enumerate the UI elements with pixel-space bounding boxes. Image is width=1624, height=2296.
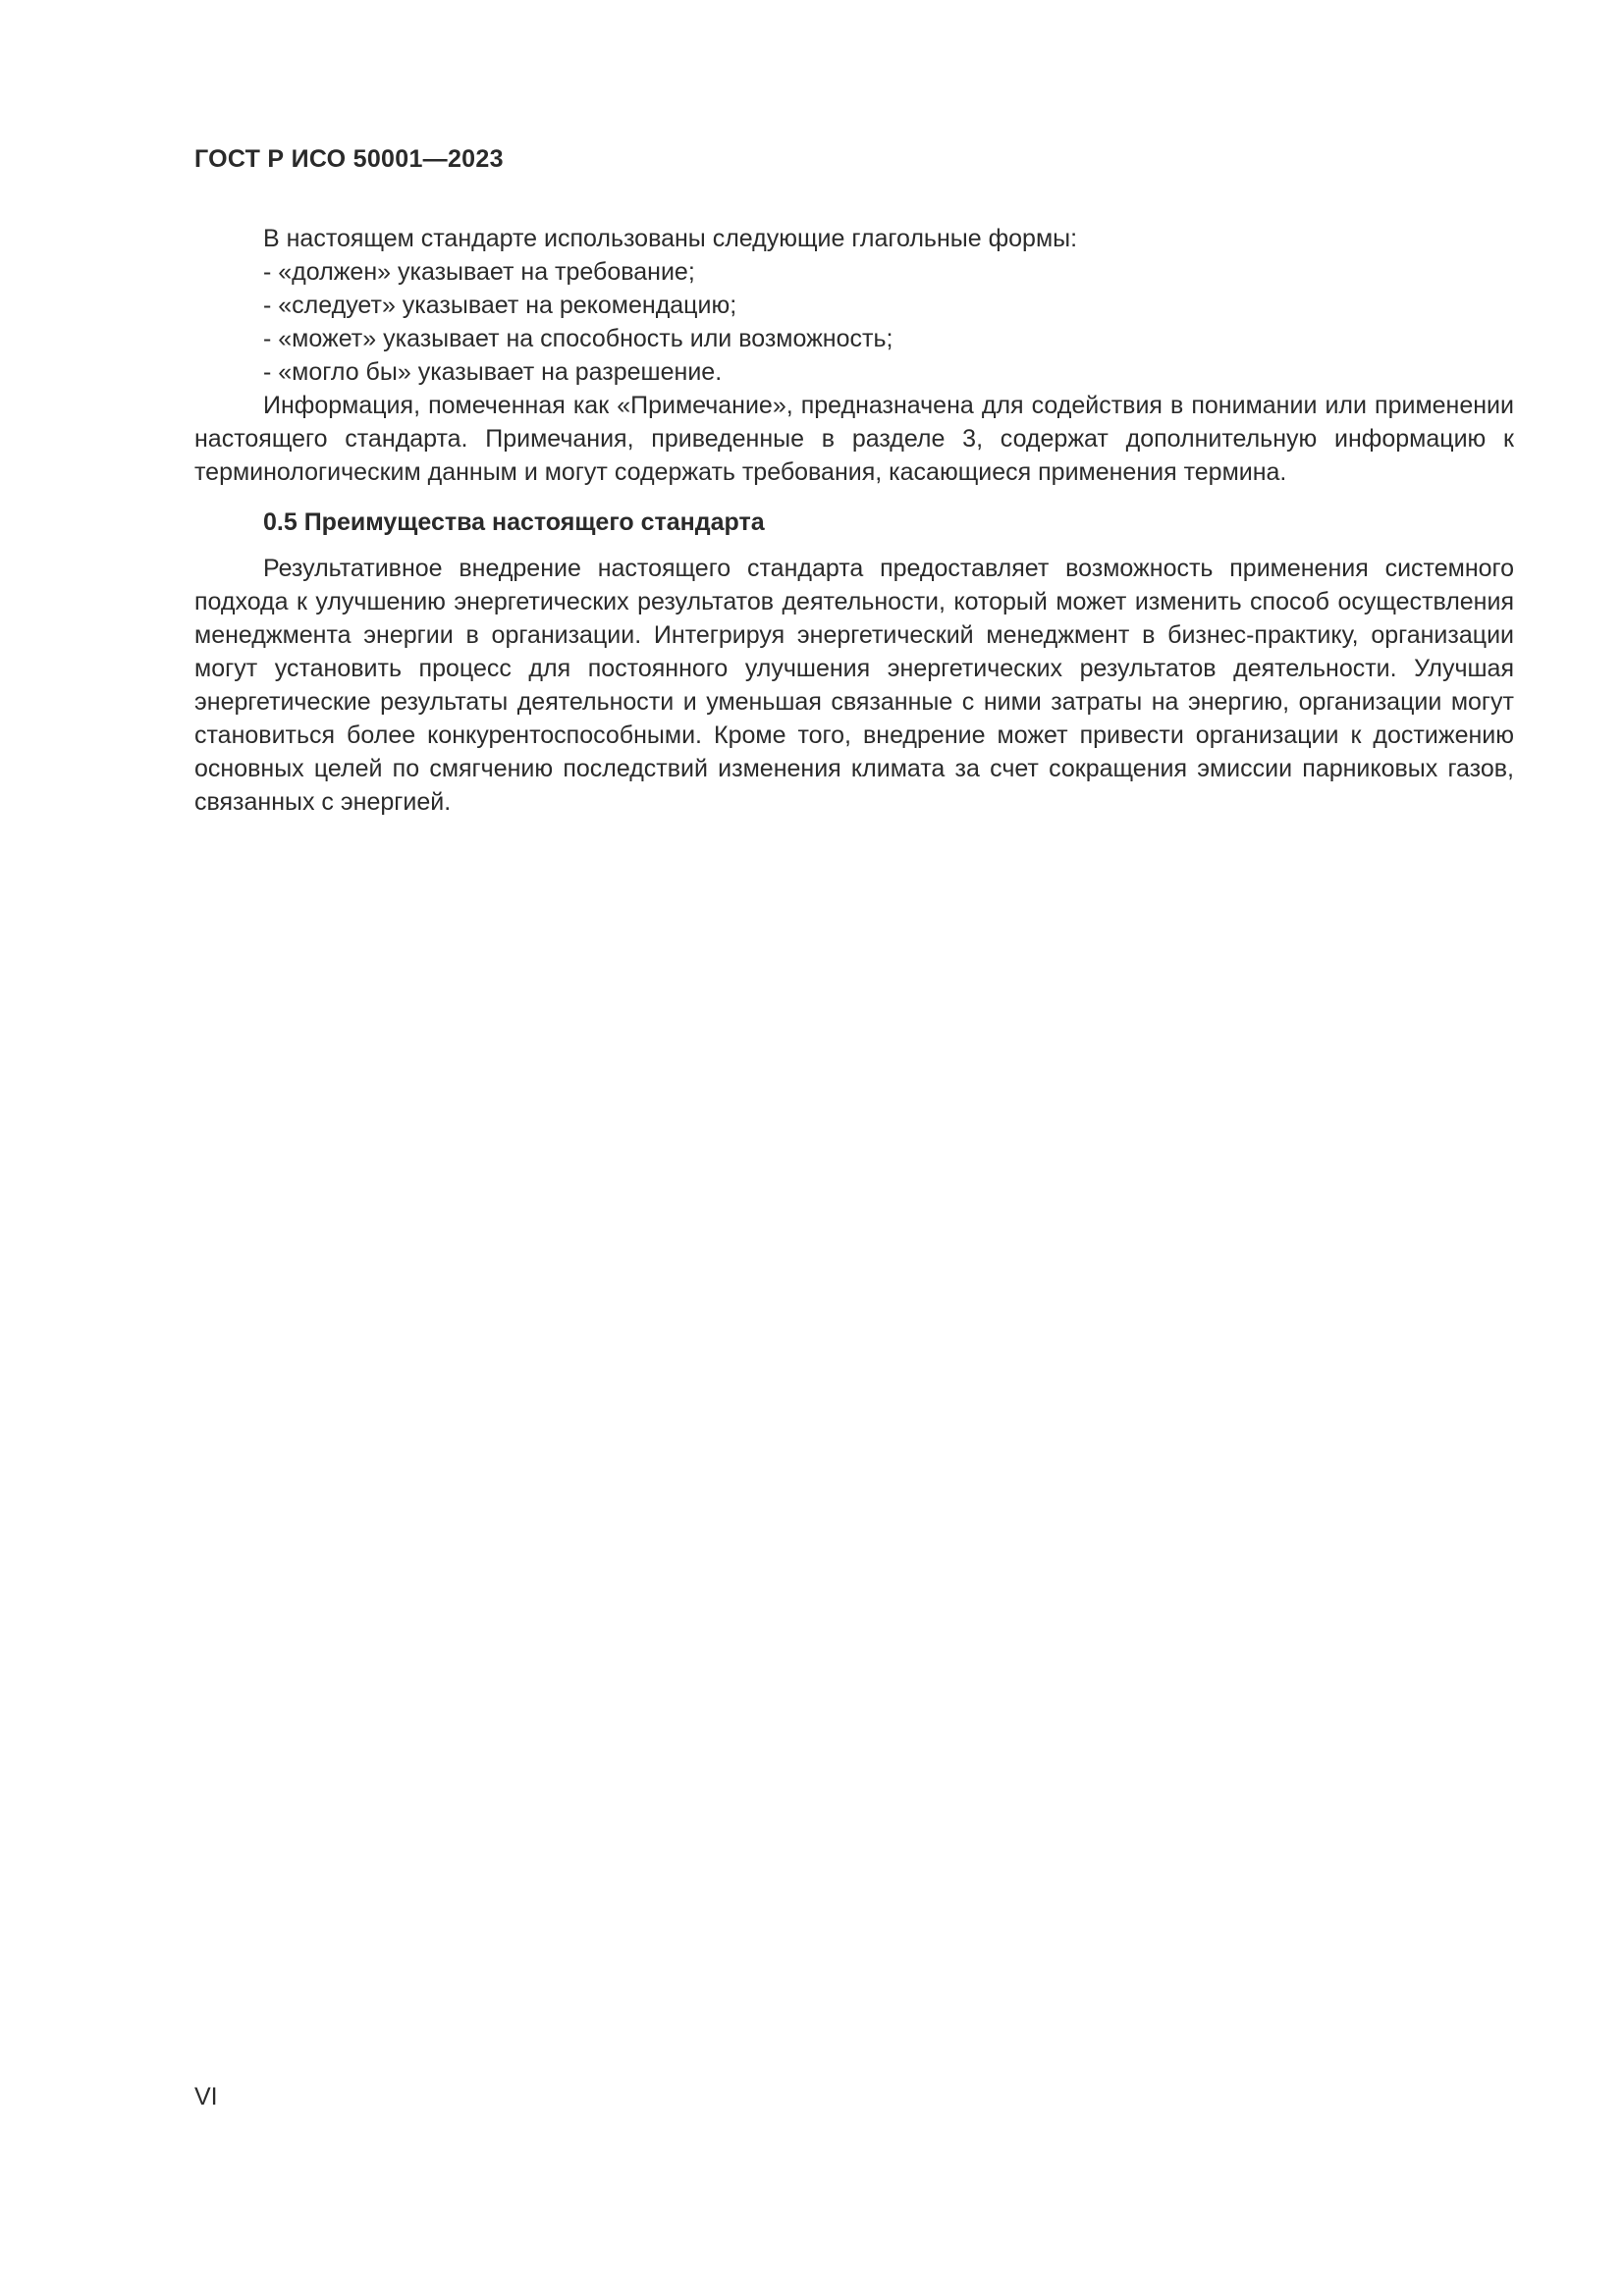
benefits-paragraph: Результативное внедрение настоящего стандарта предоставляет возможность применения системного подхода к улучшению энергетических результатов деятельности, который может изменить способ осуществления менеджмента энергии в организации. Интегрируя энергетический менеджмент в бизнес-практику, организации могут установить процесс для постоянного улучшения энергетических результатов деятельности. Улучшая энергетические результаты деятельности и уменьшая связанные с ними затраты на энергию, организации могут становиться более конкурентоспособными. Кроме того, внедрение может привести организации к достижению основных целей по смягчению последствий изменения климата за счет сокращения эмиссии парниковых газов, связанных с энергией. (194, 555, 1514, 816)
verb-form-item: - «должен» указывает на требование; (263, 258, 695, 286)
page-body (194, 222, 1514, 819)
verb-forms-lead: В настоящем стандарте использованы следующие глагольные формы: (263, 225, 1078, 252)
section-title: 0.5 Преимущества настоящего стандарта (263, 508, 765, 536)
verb-form-item: - «следует» указывает на рекомендацию; (263, 292, 737, 319)
verb-form-item: - «могло бы» указывает на разрешение. (263, 358, 723, 386)
note-paragraph: Информация, помеченная как «Примечание», предназначена для содействия в понимании или применении настоящего стандарта. Примечания, приведенные в разделе 3, содержат дополнительную информацию к терминологическим данным и могут содержать требования, касающиеся применения термина. (194, 392, 1514, 486)
verb-form-item: - «может» указывает на способность или возможность; (263, 325, 893, 352)
document-code-header: ГОСТ Р ИСО 50001—2023 (194, 145, 504, 173)
page-number: VI (194, 2083, 218, 2110)
